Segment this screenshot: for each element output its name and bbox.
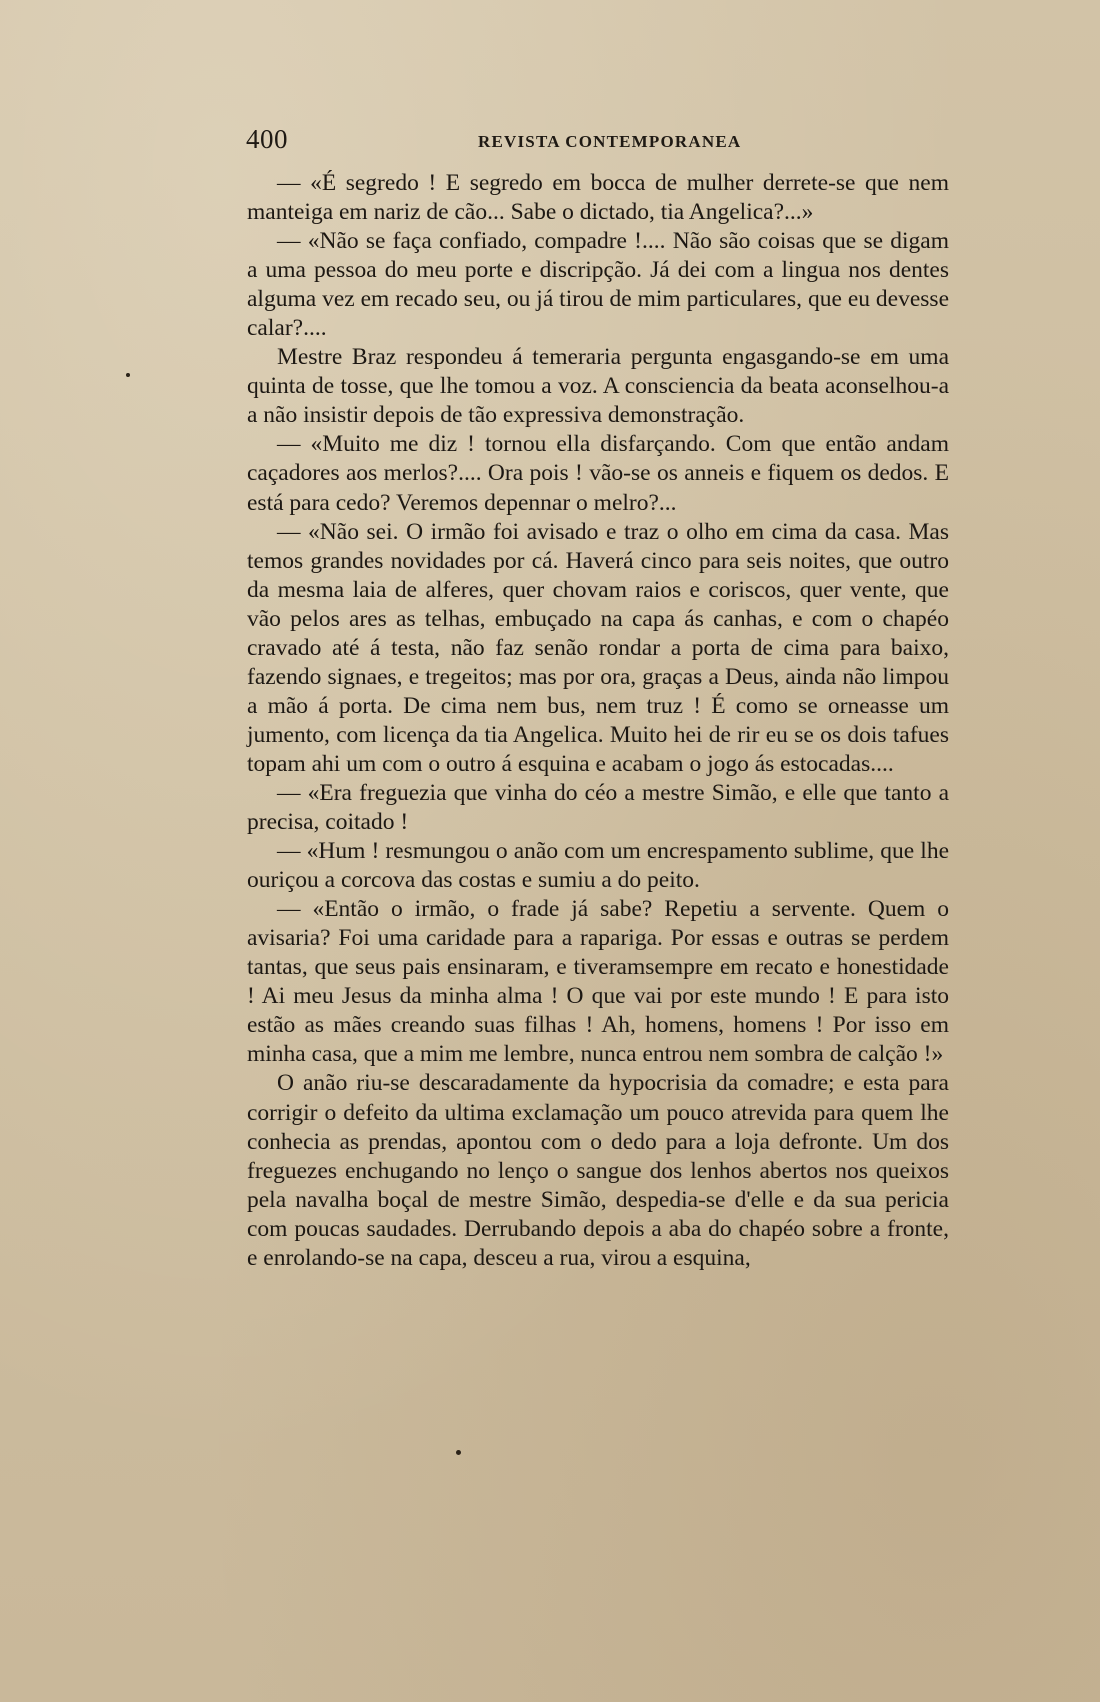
ink-speck [456, 1450, 461, 1455]
paragraph: — «Não sei. O irmão foi avisado e traz o olho em cima da casa. Mas temos grandes novidades por cá. Haverá cinco para seis noites, que outro da mesma laia de alferes, quer chovam raios e coriscos, quer vente, que vão pelos ares as telhas, embuçado na capa ás canhas, e com o chapéo cravado até á testa, não faz senão rondar a porta de cima para baixo, fazendo signaes, e tregeitos; mas por ora, graças a Deus, ainda não limpou a mão á porta. De cima nem bus, nem truz ! É como se orneasse um jumento, com licença da tia Angelica. Muito hei de rir eu se os dois tafues topam ahi um com o outro á esquina e acabam o jogo ás estocadas.... [247, 518, 949, 777]
paragraph: — «Então o irmão, o frade já sabe? Repetiu a servente. Quem o avisaria? Foi uma caridade para a rapariga. Por essas e outras se perdem tantas, que seus pais ensinaram, e tiveramsempre em recato e honestidade ! Ai meu Jesus da minha alma ! O que vai por este mundo ! E para isto estão as mães creando suas filhas ! Ah, homens, homens ! Por isso em minha casa, que a mim me lembre, nunca entrou nem sombra de calção !» [247, 896, 949, 1068]
paragraph: Mestre Braz respondeu á temeraria pergunta engasgando-se em uma quinta de tosse, que lhe tomou a voz. A consciencia da beata aconselhou-a a não insistir depois de tão expressiva demonstração. [247, 344, 949, 429]
paragraph: — «Hum ! resmungou o anão com um encrespamento sublime, que lhe ouriçou a corcova das costas e sumiu a do peito. [247, 838, 949, 894]
paragraph: — «Muito me diz ! tornou ella disfarçando. Com que então andam caçadores aos merlos?.... Ora pois ! vão-se os anneis e fiquem os dedos. E está para cedo? Veremos depennar o melro?... [247, 431, 949, 516]
body-text [247, 169, 949, 1273]
paragraph: — «Era freguezia que vinha do céo a mestre Simão, e elle que tanto a precisa, coitado ! [247, 779, 949, 836]
running-title: REVISTA CONTEMPORANEA [478, 132, 742, 151]
paragraph: O anão riu-se descaradamente da hypocrisia da comadre; e esta para corrigir o defeito da ultima exclamação um pouco atrevida para quem lhe conhecia as prendas, apontou com o dedo para a loja defronte. Um dos freguezes enchugando no lenço o sangue dos lenhos abertos nos queixos pela navalha boçal de mestre Simão, despedia-se d'elle e da sua pericia com poucas saudades. Derrubando depois a aba do chapéo sobre a fronte, e enrolando-se na capa, desceu a rua, virou a esquina, [247, 1070, 949, 1271]
page-number: 400 [246, 124, 288, 154]
paragraph: — «É segredo ! E segredo em bocca de mulher derrete-se que nem manteiga em nariz de cão... Sabe o dictado, tia Angelica?...» [247, 170, 949, 226]
paragraph: — «Não se faça confiado, compadre !.... Não são coisas que se digam a uma pessoa do meu porte e discripção. Já dei com a lingua nos dentes alguma vez em recado seu, ou já tirou de mim particulares, que eu devesse calar?.... [247, 228, 949, 342]
page-header [246, 124, 950, 158]
ink-speck [126, 373, 130, 377]
